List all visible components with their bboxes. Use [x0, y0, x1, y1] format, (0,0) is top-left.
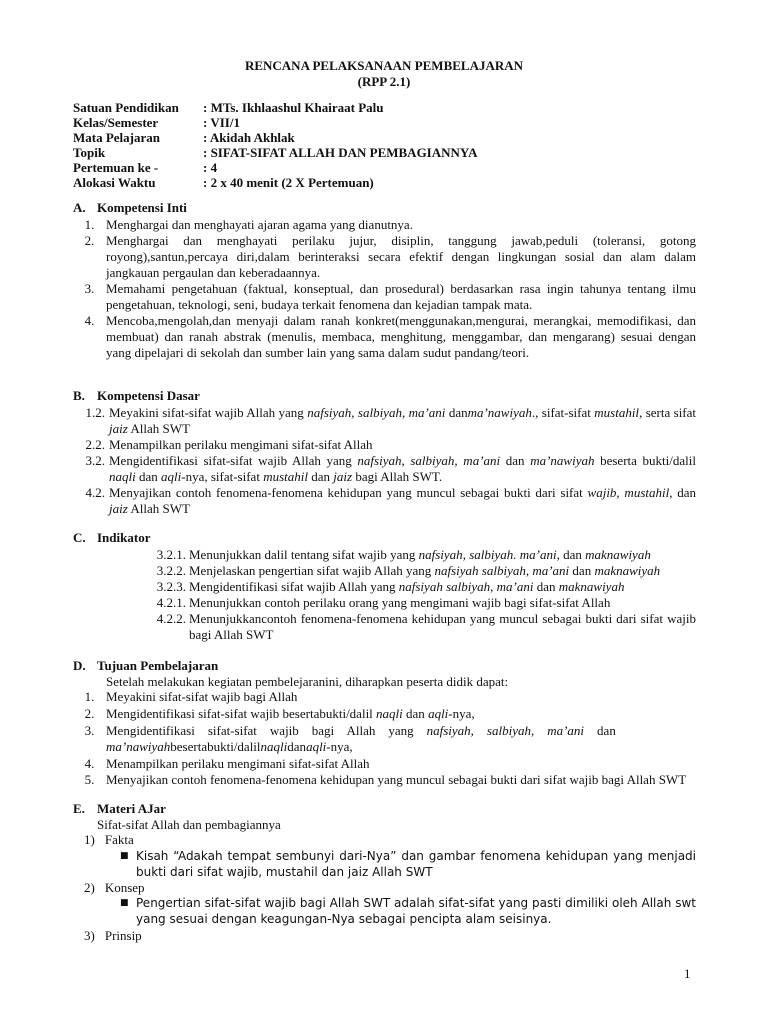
ki-item: 4. Mencoba,mengolah,dan menyaji dalam ranah konkret(menggunakan,mengurai, merangkai, memodifikasi, dan membuat) dan ranah abstrak (menulis, membaca, menghitung, menggambar, dan mengarang) sesuai dengan yang dipelajari di sekolah dan sumber lain yang sama dalam sudut pandang/teori. — [84, 313, 696, 360]
bullet-icon: ■ — [120, 898, 129, 908]
identity-row — [73, 130, 295, 146]
identity-key: Alokasi Waktu — [73, 175, 156, 190]
kd-item: 1.2. Meyakini sifat-sifat wajib Allah yang nafsiyah, salbiyah, ma’ani danma’nawiyah., sifat-sifat mustahil, serta sifat jaiz Allah SWT — [85, 405, 697, 436]
identity-value: : VII/1 — [203, 115, 240, 130]
ki-item: 2. Menghargai dan menghayati perilaku jujur, disiplin, tanggung jawab,peduli (toleransi, gotong royong),santun,percaya diri,dalam berinteraksi secara efektif dengan lingkungan sosial dan alam dalam jangkauan pergaulan dan keberadaannya. — [84, 233, 696, 280]
identity-row — [73, 175, 374, 191]
identity-value: : 2 x 40 menit (2 X Pertemuan) — [203, 175, 374, 190]
identity-value: : SIFAT-SIFAT ALLAH DAN PEMBAGIANNYA — [203, 145, 478, 160]
identity-row — [73, 160, 217, 176]
ki-item: 1. Menghargai dan menghayati ajaran agama yang dianutnya. — [84, 217, 413, 232]
bullet-icon: ■ — [120, 851, 129, 861]
identity-key: Topik — [73, 145, 106, 160]
section-heading-kompetensi-dasar: B. Kompetensi Dasar — [73, 388, 200, 403]
materi-intro: Sifat-sifat Allah dan pembagiannya — [97, 817, 281, 832]
tujuan-item: 4. Menampilkan perilaku mengimani sifat-sifat Allah — [84, 756, 370, 771]
section-heading-materi: E. Materi AJar — [73, 801, 166, 816]
materi-bullet: ■ Kisah “Adakah tempat sembunyi dari-Nya” dan gambar fenomena kehidupan yang menjadi bukti dari sifat wajib, mustahil dan jaiz Allah SWT — [120, 849, 696, 879]
identity-value: : 4 — [203, 160, 218, 175]
tujuan-item: 2. Mengidentifikasi sifat-sifat wajib besertabukti/dalil naqli dan aqli-nya, — [84, 706, 475, 721]
identity-row — [73, 145, 478, 161]
indikator-item: 4.2.2. Menunjukkancontoh fenomena-fenomena kehidupan yang muncul sebagai bukti dari sifat wajib bagi Allah SWT — [156, 611, 696, 642]
materi-item: 2) Konsep — [84, 880, 145, 895]
materi-bullet: ■ Pengertian sifat-sifat wajib bagi Allah SWT adalah sifat-sifat yang pasti dimiliki oleh Allah swt yang sesuai dengan keagungan-Nya sebagai pencipta alam seisinya. — [120, 896, 696, 926]
indikator-item: 3.2.2. Menjelaskan pengertian sifat wajib Allah yang nafsiyah salbiyah, ma’ani dan maknawiyah — [156, 563, 661, 578]
identity-key: Mata Pelajaran — [73, 130, 161, 145]
tujuan-item: 3. Mengidentifikasi sifat-sifat wajib bagi Allah yang nafsiyah, salbiyah, ma’ani dan ma’nawiyahbesertabukti/dalilnaqlidanaqli-nya, — [84, 723, 620, 754]
doc-subtitle: (RPP 2.1) — [357, 74, 411, 89]
section-heading-indikator: C. Indikator — [73, 530, 151, 545]
tujuan-item: 5. Menyajikan contoh fenomena-fenomena kehidupan yang muncul sebagai bukti dari sifat wajib bagi Allah SWT — [84, 772, 687, 787]
materi-item: 3) Prinsip — [84, 928, 142, 943]
materi-item: 1) Fakta — [84, 832, 134, 847]
kd-item: 4.2. Menyajikan contoh fenomena-fenomena kehidupan yang muncul sebagai bukti dari sifat wajib, mustahil, dan jaiz Allah SWT — [85, 485, 696, 516]
identity-value: : Akidah Akhlak — [203, 130, 295, 145]
indikator-item: 3.2.1. Menunjukkan dalil tentang sifat wajib yang nafsiyah, salbiyah. ma’ani, dan maknawiyah — [156, 547, 651, 562]
identity-row — [73, 115, 240, 131]
identity-key: Kelas/Semester — [73, 115, 159, 130]
doc-title: RENCANA PELAKSANAAN PEMBELAJARAN — [244, 58, 524, 73]
tujuan-intro: Setelah melakukan kegiatan pembelejaranini, diharapkan peserta didik dapat: — [106, 674, 509, 689]
kd-item: 2.2. Menampilkan perilaku mengimani sifat-sifat Allah — [85, 437, 373, 452]
section-heading-kompetensi-inti: A. Kompetensi Inti — [73, 200, 187, 215]
section-heading-tujuan: D. Tujuan Pembelajaran — [73, 658, 219, 673]
identity-value: : MTs. Ikhlaashul Khairaat Palu — [203, 100, 384, 115]
indikator-item: 3.2.3. Mengidentifikasi sifat wajib Allah yang nafsiyah salbiyah, ma’ani dan maknawiyah — [156, 579, 625, 594]
indikator-item: 4.2.1. Menunjukkan contoh perilaku orang yang mengimani wajib bagi sifat-sifat Allah — [156, 595, 611, 610]
ki-item: 3. Memahami pengetahuan (faktual, konseptual, dan prosedural) berdasarkan rasa ingin tahunya tentang ilmu pengetahuan, teknologi, seni, budaya terkait fenomena dan kejadian tampak mata. — [84, 281, 696, 312]
identity-key: Pertemuan ke - — [73, 160, 159, 175]
page-number: 1 — [684, 966, 691, 981]
identity-row — [73, 100, 383, 116]
tujuan-item: 1. Meyakini sifat-sifat wajib bagi Allah — [84, 689, 298, 704]
kd-item: 3.2. Mengidentifikasi sifat-sifat wajib Allah yang nafsiyah, salbiyah, ma’ani dan ma’nawiyah beserta bukti/dalil naqli dan aqli-nya, sifat-sifat mustahil dan jaiz bagi Allah SWT. — [85, 453, 696, 484]
identity-key: Satuan Pendidikan — [73, 100, 179, 115]
